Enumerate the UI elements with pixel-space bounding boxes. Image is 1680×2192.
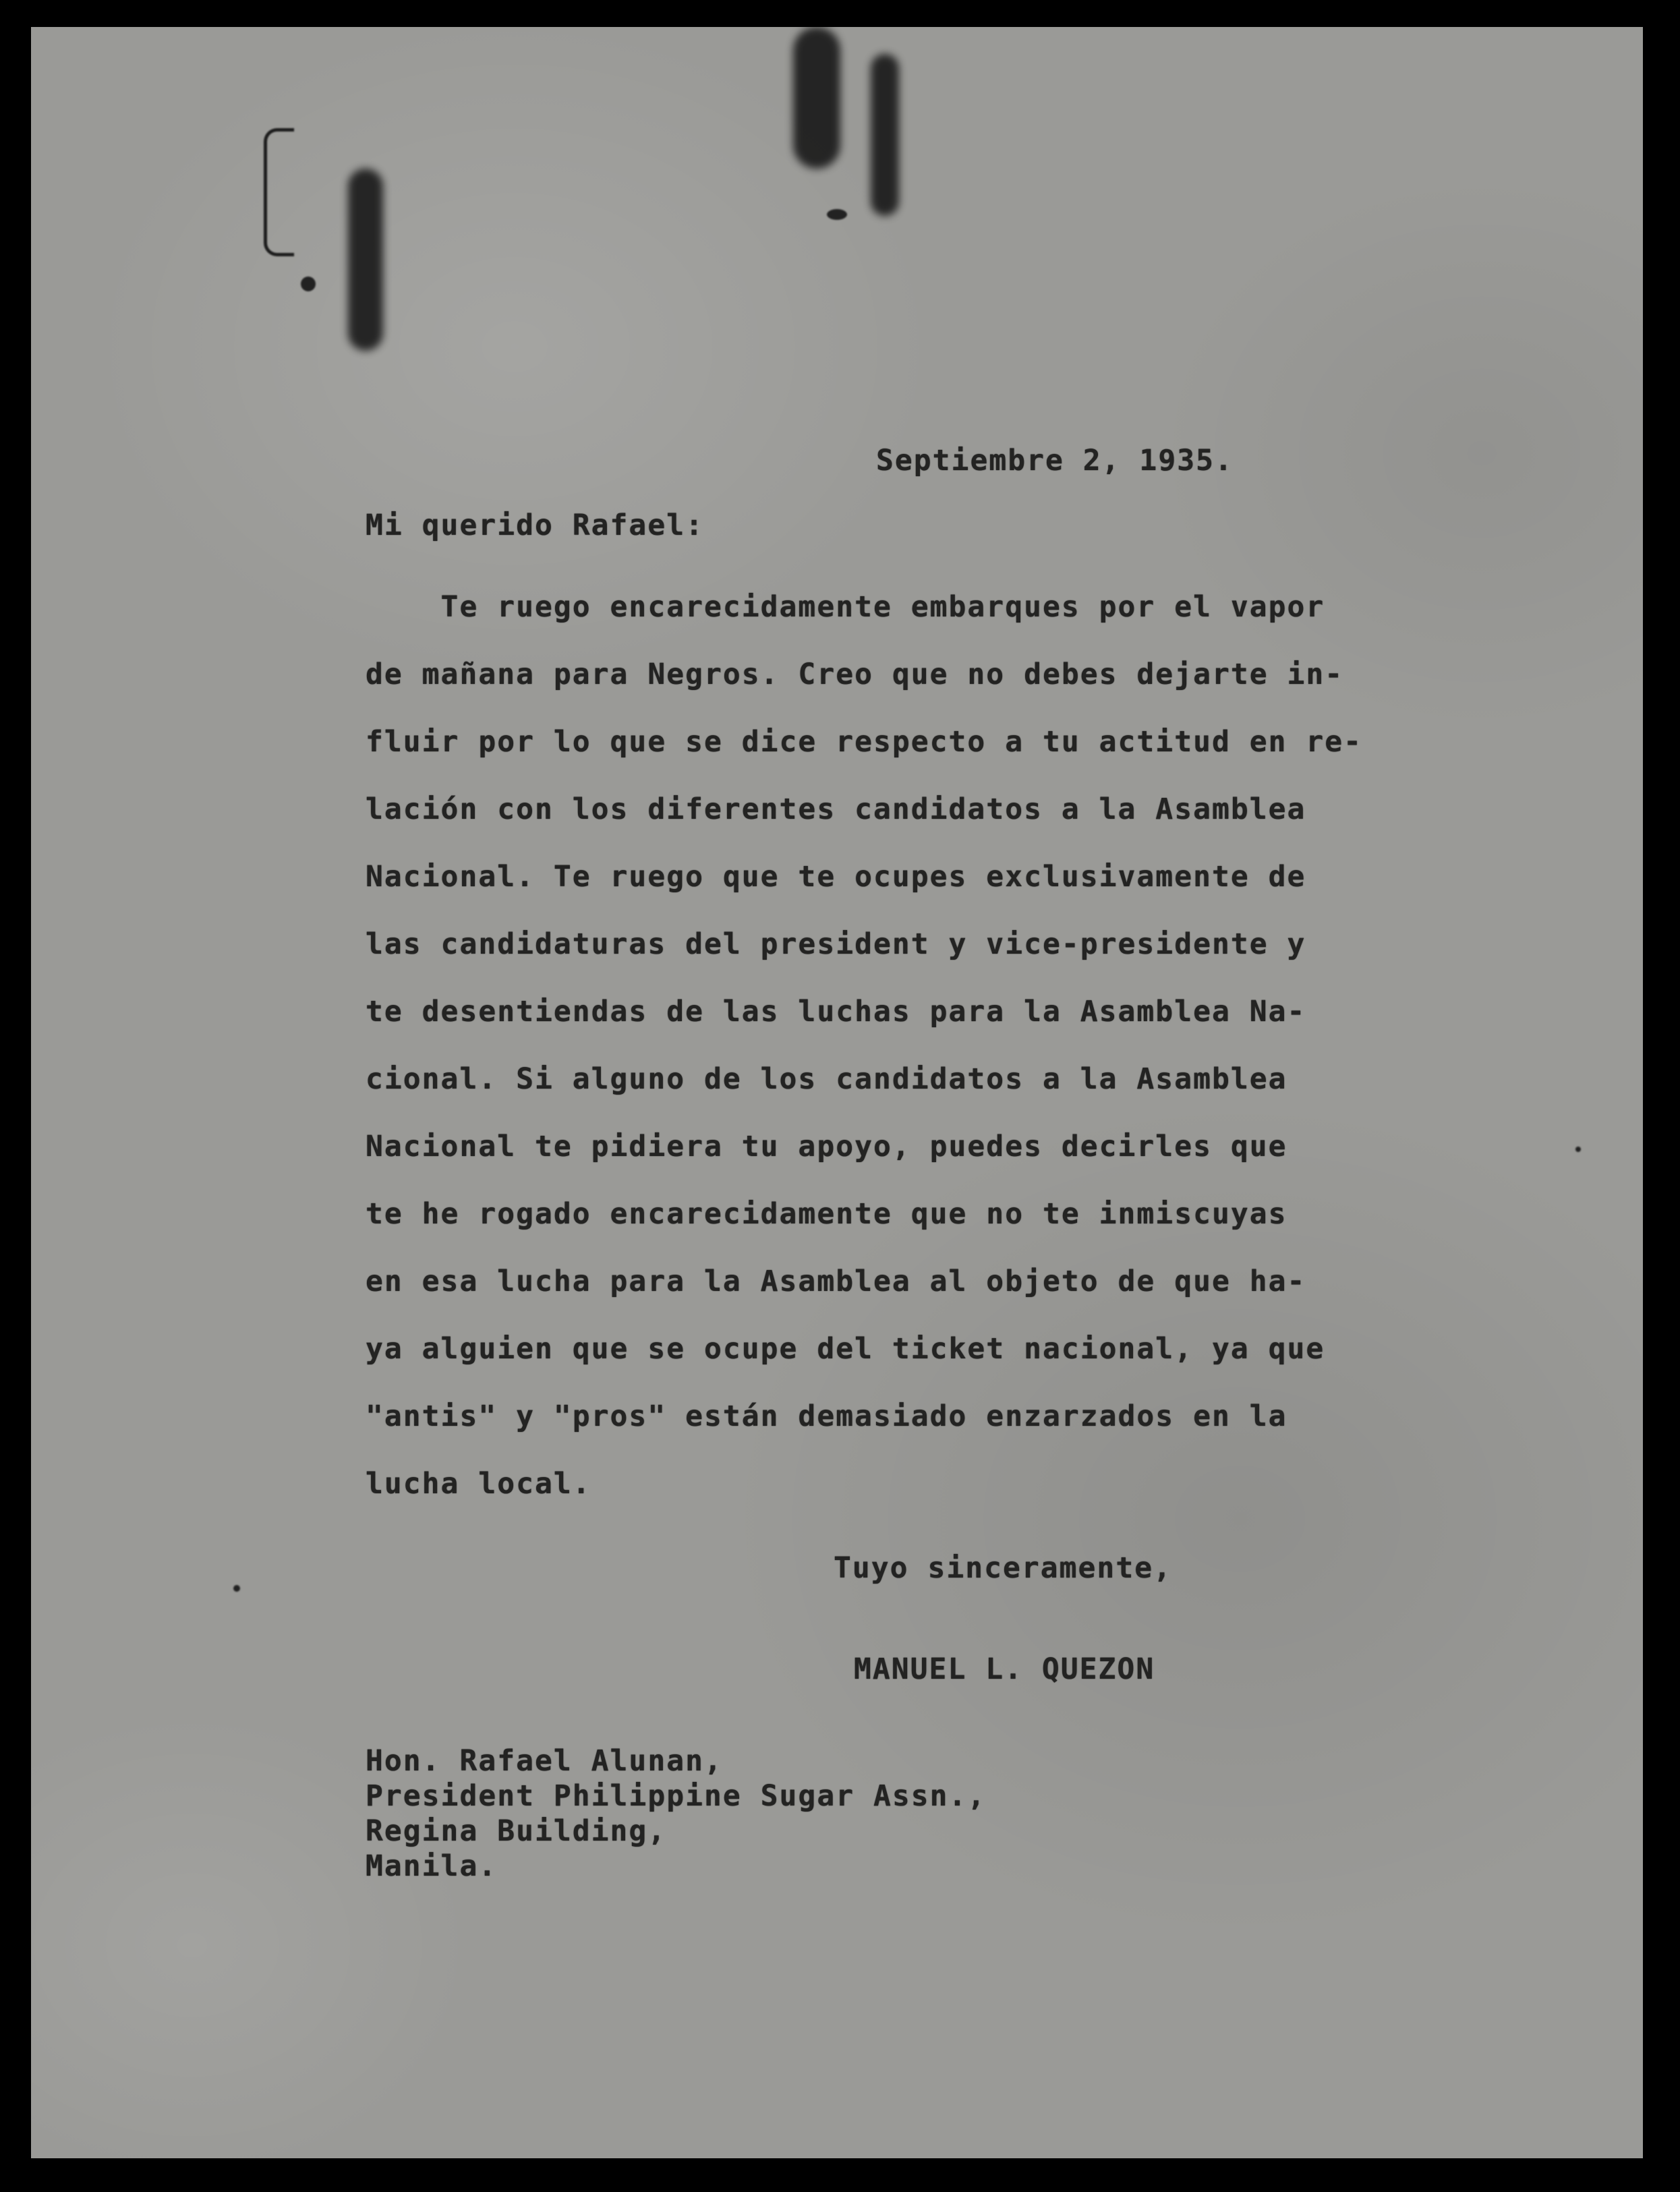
body-line: Nacional te pidiera tu apoyo, puedes decirles que — [366, 1130, 1287, 1163]
ink-smudge-center — [793, 27, 840, 169]
speck — [827, 209, 847, 220]
body-line: "antis" y "pros" están demasiado enzarzados en la — [366, 1400, 1287, 1433]
speck — [301, 277, 316, 291]
body-line: te he rogado encarecidamente que no te inmiscuyas — [366, 1197, 1287, 1231]
letter-body — [366, 573, 1362, 1518]
closing: Tuyo sinceramente, — [834, 1551, 1172, 1585]
addressee-line: President Philippine Sugar Assn., — [366, 1779, 987, 1813]
ink-smudge-center-tail — [871, 54, 899, 216]
letter-page — [31, 27, 1643, 2158]
body-line: lucha local. — [366, 1467, 591, 1501]
body-line: en esa lucha para la Asamblea al objeto de que ha- — [366, 1265, 1306, 1298]
pencil-mark — [264, 128, 294, 256]
addressee-block — [366, 1743, 986, 1884]
body-line: lación con los diferentes candidatos a la Asamblea — [366, 792, 1306, 826]
addressee-line: Hon. Rafael Alunan, — [366, 1744, 723, 1778]
ink-smudge-left — [348, 169, 383, 351]
letter-date: Septiembre 2, 1935. — [876, 444, 1234, 478]
speck — [233, 1585, 240, 1592]
body-line: las candidaturas del president y vice-presidente y — [366, 927, 1306, 961]
body-line: cional. Si alguno de los candidatos a la Asamblea — [366, 1062, 1287, 1096]
body-line: Nacional. Te ruego que te ocupes exclusivamente de — [366, 860, 1306, 894]
salutation: Mi querido Rafael: — [366, 509, 704, 542]
signature-name: MANUEL L. QUEZON — [854, 1652, 1155, 1686]
body-line: te desentiendas de las luchas para la Asamblea Na- — [366, 995, 1306, 1029]
addressee-line: Manila. — [366, 1849, 498, 1883]
speck — [1575, 1147, 1581, 1152]
addressee-line: Regina Building, — [366, 1814, 667, 1848]
body-line: ya alguien que se ocupe del ticket nacional, ya que — [366, 1332, 1325, 1366]
body-line: de mañana para Negros. Creo que no debes dejarte in- — [366, 658, 1344, 691]
body-line: fluir por lo que se dice respecto a tu actitud en re- — [366, 725, 1363, 759]
body-line: Te ruego encarecidamente embarques por el vapor — [366, 590, 1325, 624]
